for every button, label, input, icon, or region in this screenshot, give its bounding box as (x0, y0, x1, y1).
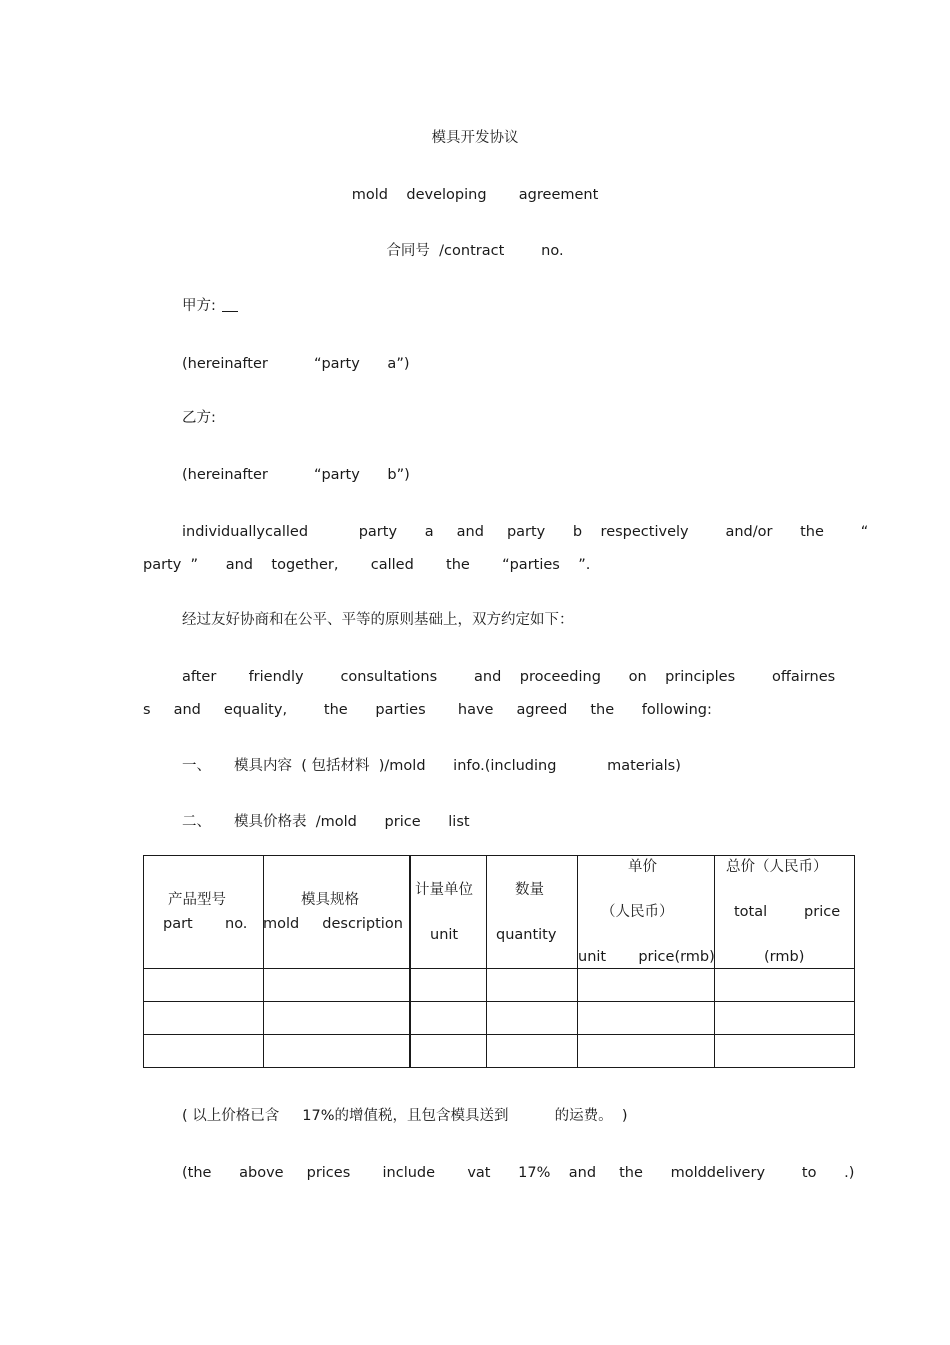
title-chinese: 模具开发协议 (431, 130, 519, 146)
after-line-2: s and equality, the parties have agreed the following: (143, 702, 712, 718)
header-qty-cn: 数量 (515, 882, 544, 898)
section-2-heading: 二、 模具价格表 /mold price list (182, 814, 470, 830)
header-desc-cn: 模具规格 (301, 892, 359, 908)
party-a-blank (222, 299, 238, 312)
contract-number: 合同号 /contract no. (386, 243, 564, 259)
title-english: mold developing agreement (351, 187, 599, 203)
header-desc-en: mold description (263, 916, 403, 932)
header-part-cn: 产品型号 (168, 892, 226, 908)
header-part-en: part no. (163, 916, 248, 932)
individually-line-1: individuallycalled party a and party b respectively and/or the “ (182, 524, 869, 540)
chinese-intro: 经过友好协商和在公平、平等的原则基础上，双方约定如下： (182, 612, 574, 628)
price-note-en: (the above prices include vat 17% and the molddelivery to .) (182, 1165, 855, 1181)
individually-line-2: party ” and together, called the “parties ”. (143, 557, 591, 573)
header-total-price-en: total price (734, 904, 841, 920)
header-unit-en: unit (430, 927, 459, 943)
header-unit-price-rmb: （人民币） (601, 904, 674, 920)
header-total-price-rmb: (rmb) (764, 949, 805, 965)
mold-price-table (143, 855, 855, 1068)
party-a-label: 甲方: (182, 297, 238, 315)
party-b-label: 乙方: (182, 410, 216, 426)
header-unit-price-en: unit price(rmb) (578, 949, 715, 965)
party-b-note: (hereinafter “party b”) (182, 467, 410, 483)
header-unit-price-cn: 单价 (628, 859, 657, 875)
price-note-cn: ( 以上价格已含 17%的增值税，且包含模具送到 的运费。 ) (182, 1108, 628, 1124)
section-1-heading: 一、 模具内容 ( 包括材料 )/mold info.(including materials) (182, 758, 681, 774)
header-total-price-cn: 总价（人民币） (726, 859, 828, 875)
header-unit-cn: 计量单位 (415, 882, 473, 898)
header-qty-en: quantity (496, 927, 557, 943)
after-line-1: after friendly consultations and proceeding on principles offairnes (182, 669, 836, 685)
party-a-note: (hereinafter “party a”) (182, 356, 410, 372)
